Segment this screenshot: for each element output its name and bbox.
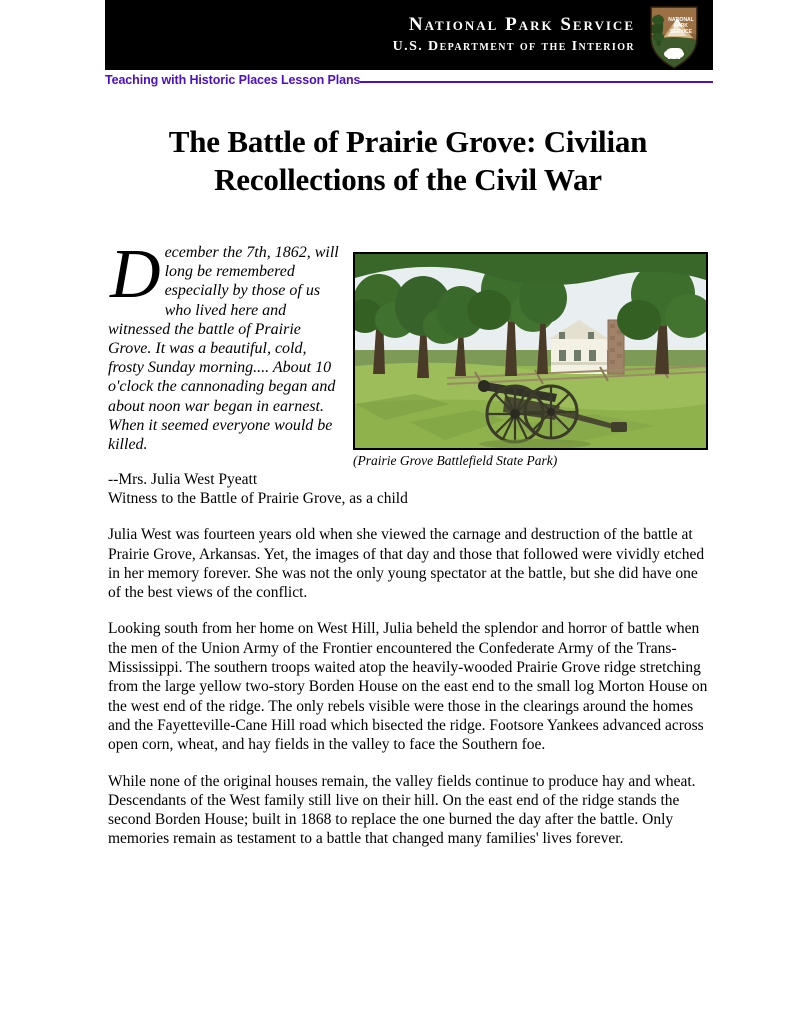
body-paragraph-3: While none of the original houses remain, the valley fields continue to produce hay and wheat. Descendants of the West family still live on their hill. On the east end of the ridge stands the second Borden House; built in 1868 to replace the one burned the day after the battle. Only memories remain as testament to a battle that changed many families' lives forever. xyxy=(108,772,696,848)
nps-agency-text-block xyxy=(393,14,635,56)
pullquote-attribution xyxy=(108,470,708,508)
svg-text:SERVICE: SERVICE xyxy=(670,29,692,35)
attribution-role: Witness to the Battle of Prairie Grove, as a child xyxy=(108,490,408,508)
nps-agency-subtitle: U.S. Department of the Interior xyxy=(392,39,635,54)
article-content xyxy=(108,236,708,849)
svg-text:NATIONAL: NATIONAL xyxy=(668,17,694,23)
svg-text:PARK: PARK xyxy=(674,23,688,29)
twhp-series-label: Teaching with Historic Places Lesson Plans xyxy=(105,73,361,87)
photo-caption: (Prairie Grove Battlefield State Park) xyxy=(353,453,558,468)
pullquote-dropcap: D xyxy=(110,236,161,313)
body-paragraph-2: Looking south from her home on West Hill, Julia beheld the splendor and horror of battle when the men of the Union Army of the Frontier encountered the Confederate Army of the Trans-Mississippi. The southern troops waited atop the heavily-wooded Prairie Grove ridge stretching from the large yellow two-story Borden House on the east end to the small log Morton House on the west end of the ridge. The only rebels visible were those in the clearings around the homes and the Fayetteville-Cane Hill road which bisected the ridge. Footsore Yankees advanced across open corn, wheat, and hay fields in the valley to face the Southern foe. xyxy=(108,620,708,754)
pullquote-text xyxy=(108,236,340,454)
body-paragraph-1: Julia West was fourteen years old when she viewed the carnage and destruction of the battle at Prairie Grove, Arkansas. Yet, the images of that day and those that followed were vividly etched in her memory forever. She was not the only young spectator at the battle, but she did have one of the best views of the conflict. xyxy=(108,526,705,602)
teaching-with-historic-places-bar xyxy=(105,70,713,90)
nps-header-banner xyxy=(105,0,713,70)
photo-figure xyxy=(353,252,708,469)
page-title: The Battle of Prairie Grove: Civilian Recollections of the Civil War xyxy=(168,123,648,197)
pullquote-body: ecember the 7th, 1862, will long be remembered especially by those of us who lived here and witnessed the battle of Prairie Grove. It was a beautiful, cold, frosty Sunday morning.... About 10 o'clock the cannonading began and about noon war began in earnest. When it seemed everyone would be killed. xyxy=(108,244,339,454)
attribution-name: --Mrs. Julia West Pyeatt xyxy=(108,471,258,489)
nps-arrowhead-icon xyxy=(643,4,705,70)
nps-agency-title: National Park Service xyxy=(408,14,635,35)
twhp-horizontal-rule xyxy=(360,81,713,83)
cannon-on-battlefield-photo xyxy=(353,252,708,450)
